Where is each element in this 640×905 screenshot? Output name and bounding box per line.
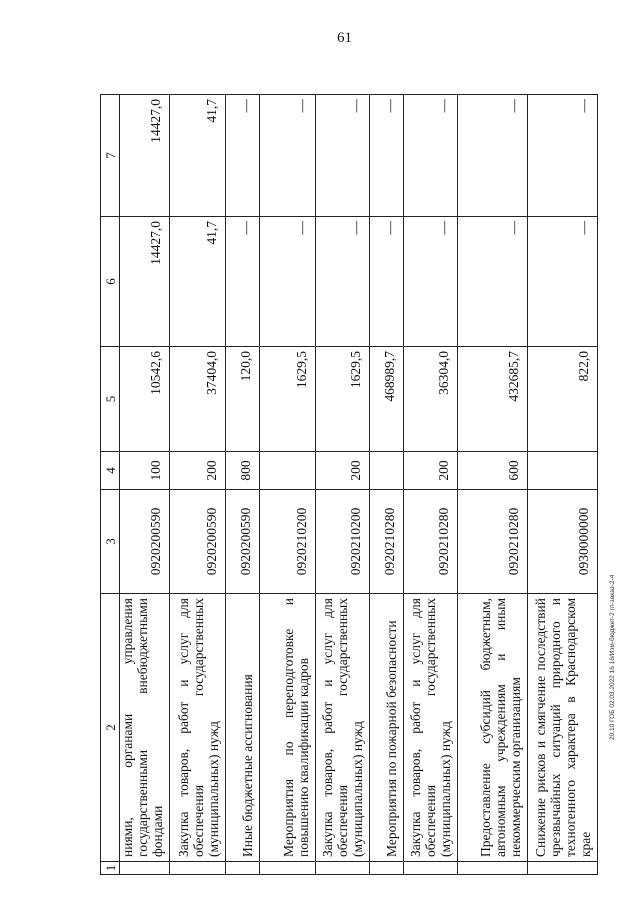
row-code-cell: 0920210280 xyxy=(404,490,458,594)
table-row xyxy=(226,95,260,875)
row-kind-cell: 200 xyxy=(316,452,370,490)
header-col-3: 3 xyxy=(101,490,120,594)
row-kind-cell: 100 xyxy=(120,452,170,490)
budget-table xyxy=(100,94,598,875)
row-amount-cell: — xyxy=(528,217,598,347)
row-code-cell: 0920200590 xyxy=(120,490,170,594)
row-amount-cell: — xyxy=(404,217,458,347)
row-amount-cell: — xyxy=(370,95,404,217)
row-amount-cell: — xyxy=(404,95,458,217)
header-col-5: 5 xyxy=(101,347,120,452)
row-amount-cell: — xyxy=(458,95,528,217)
page-number: 61 xyxy=(337,30,352,46)
header-col-4: 4 xyxy=(101,452,120,490)
registration-stamp: 20.10 ГОБ 02.03.2022 16 16/Изм-бюджет-2 гп-заказ-2-4 xyxy=(609,574,616,740)
table-row xyxy=(260,95,316,875)
row-amount-cell: 10542,6 xyxy=(120,347,170,452)
row-code-cell: 0920210280 xyxy=(458,490,528,594)
row-amount-cell: 432685,7 xyxy=(458,347,528,452)
row-amount-cell: — xyxy=(316,95,370,217)
row-amount-cell: — xyxy=(260,95,316,217)
table-row xyxy=(370,95,404,875)
table-row xyxy=(528,95,598,875)
row-kind-cell xyxy=(528,452,598,490)
table-row xyxy=(120,95,170,875)
row-name-cell: Закупка товаров, работ и услуг для обеспечения государственных (муниципальных) нужд xyxy=(404,594,458,862)
table-row xyxy=(404,95,458,875)
row-kind-cell xyxy=(260,452,316,490)
row-number-cell xyxy=(528,862,598,875)
row-number-cell xyxy=(170,862,226,875)
row-name-cell: Мероприятия по переподготовке и повышению квалификации кадров xyxy=(260,594,316,862)
row-amount-cell: — xyxy=(226,217,260,347)
row-number-cell xyxy=(226,862,260,875)
row-amount-cell: 468989,7 xyxy=(370,347,404,452)
row-amount-cell: — xyxy=(458,217,528,347)
row-amount-cell: 41,7 xyxy=(170,95,226,217)
row-amount-cell: 14427,0 xyxy=(120,95,170,217)
table-row xyxy=(458,95,528,875)
row-kind-cell: 200 xyxy=(404,452,458,490)
row-name-cell: ниями, органами управления государственными внебюджетными фондами xyxy=(120,594,170,862)
row-name-cell: Снижение рисков и смягчение последствий чрезвычайных ситуаций природного и техногенного характера в Краснодарском крае xyxy=(528,594,598,862)
row-amount-cell: — xyxy=(528,95,598,217)
row-name-cell: Иные бюджетные ассигнования xyxy=(226,594,260,862)
table-row xyxy=(170,95,226,875)
row-amount-cell: 1629,5 xyxy=(260,347,316,452)
row-amount-cell: 36304,0 xyxy=(404,347,458,452)
row-kind-cell: 800 xyxy=(226,452,260,490)
row-number-cell xyxy=(120,862,170,875)
row-amount-cell: — xyxy=(226,95,260,217)
row-amount-cell: — xyxy=(370,217,404,347)
row-code-cell: 0920200590 xyxy=(226,490,260,594)
row-amount-cell: 41,7 xyxy=(170,217,226,347)
row-code-cell: 0920210200 xyxy=(316,490,370,594)
row-amount-cell: 822,0 xyxy=(528,347,598,452)
row-code-cell: 0920210280 xyxy=(370,490,404,594)
header-row xyxy=(101,95,120,875)
row-number-cell xyxy=(458,862,528,875)
row-number-cell xyxy=(316,862,370,875)
row-code-cell: 0920200590 xyxy=(170,490,226,594)
header-col-7: 7 xyxy=(101,95,120,217)
header-col-1: 1 xyxy=(101,862,120,875)
row-amount-cell: 120,0 xyxy=(226,347,260,452)
row-name-cell: Закупка товаров, работ и услуг для обеспечения государственных (муниципальных) нужд xyxy=(170,594,226,862)
row-amount-cell: 37404,0 xyxy=(170,347,226,452)
row-code-cell: 0920210200 xyxy=(260,490,316,594)
table-row xyxy=(316,95,370,875)
row-kind-cell: 600 xyxy=(458,452,528,490)
row-kind-cell xyxy=(370,452,404,490)
row-amount-cell: — xyxy=(316,217,370,347)
header-col-6: 6 xyxy=(101,217,120,347)
row-kind-cell: 200 xyxy=(170,452,226,490)
row-name-cell: Предоставление субсидий бюджетным, автономным учреждениям и иным некоммерческим организациям xyxy=(458,594,528,862)
row-amount-cell: — xyxy=(260,217,316,347)
row-number-cell xyxy=(260,862,316,875)
row-amount-cell: 14427,0 xyxy=(120,217,170,347)
row-amount-cell: 1629,5 xyxy=(316,347,370,452)
row-number-cell xyxy=(404,862,458,875)
header-col-2: 2 xyxy=(101,594,120,862)
row-code-cell: 0930000000 xyxy=(528,490,598,594)
row-name-cell: Закупка товаров, работ и услуг для обеспечения государственных (муниципальных) нужд xyxy=(316,594,370,862)
row-name-cell: Мероприятия по пожарной безопасности xyxy=(370,594,404,862)
rotated-table-wrapper xyxy=(100,95,593,875)
row-number-cell xyxy=(370,862,404,875)
